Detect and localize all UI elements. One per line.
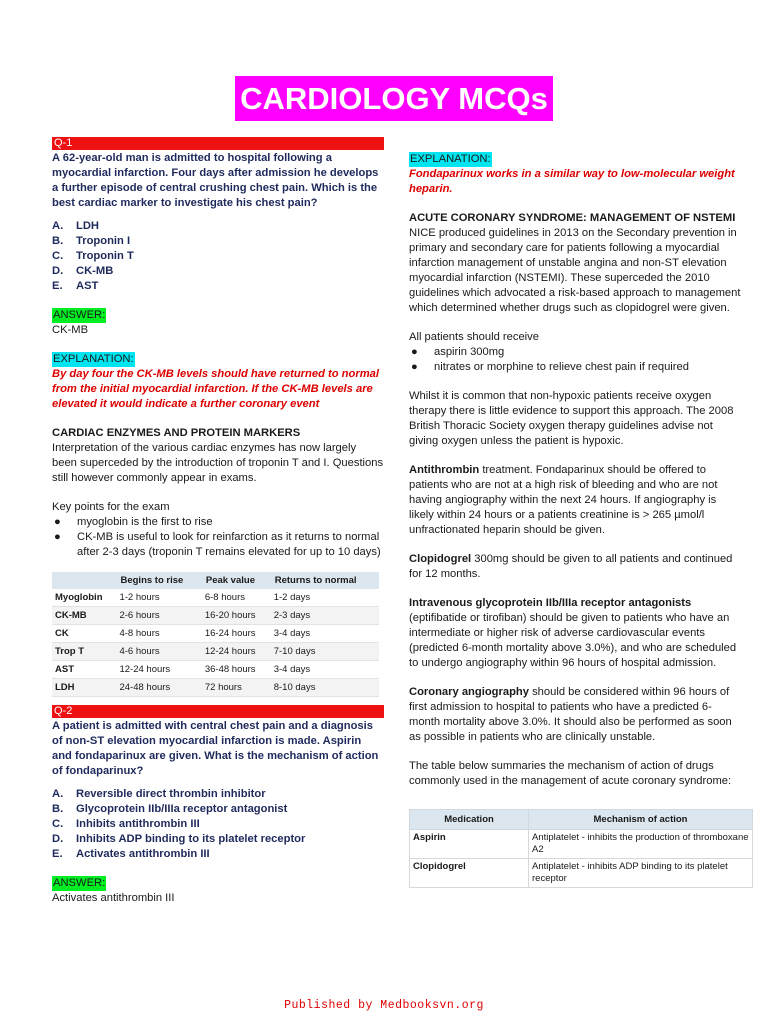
- option-item[interactable]: [52, 279, 384, 294]
- option-text: Troponin T: [76, 250, 134, 262]
- option-item[interactable]: [52, 847, 384, 862]
- table-header: [52, 572, 116, 589]
- option-text: Troponin I: [76, 235, 131, 247]
- paragraph: Whilst it is common that non-hypoxic patients receive oxygen therapy there is little evidence to support this approach. The 2008 British Thoracic Society oxygen therapy guidelines advise not giving oxygen unless the patient is hypoxic.: [409, 390, 734, 447]
- bullet-item: ● aspirin 300mg: [411, 346, 505, 358]
- drug-mechanism-table: [409, 809, 753, 888]
- option-key: D.: [52, 265, 64, 277]
- table-row: Myoglobin 1-2 hours 6-8 hours 1-2 days: [52, 589, 379, 607]
- table-row: AST 12-24 hours 36-48 hours 3-4 days: [52, 661, 379, 679]
- bullet-item: ● myoglobin is the first to rise: [54, 516, 213, 528]
- table-header: Peak value: [202, 572, 271, 589]
- key-points-label: Key points for the exam: [52, 501, 170, 513]
- option-item[interactable]: [52, 249, 384, 264]
- bullet-list: [52, 515, 384, 560]
- option-text: Glycoprotein IIb/IIIa receptor antagonist: [76, 803, 288, 815]
- table-row: CK-MB 2-6 hours 16-20 hours 2-3 days: [52, 607, 379, 625]
- question-1-label: Q-1: [52, 137, 384, 150]
- table-row: Clopidogrel Antiplatelet - inhibits ADP binding to its platelet receptor: [410, 859, 753, 888]
- option-key: A.: [52, 788, 64, 800]
- option-text: CK-MB: [76, 265, 114, 277]
- option-key: A.: [52, 220, 64, 232]
- table-row: LDH 24-48 hours 72 hours 8-10 days: [52, 679, 379, 697]
- cardiac-enzymes-table: [52, 572, 379, 697]
- option-text: Reversible direct thrombin inhibitor: [76, 788, 266, 800]
- option-key: D.: [52, 833, 64, 845]
- option-text: Activates antithrombin III: [76, 848, 210, 860]
- question-2-label: Q-2: [52, 705, 384, 718]
- right-column: [409, 152, 749, 888]
- explanation-label: EXPLANATION:: [53, 353, 134, 365]
- option-key: C.: [52, 250, 64, 262]
- paragraph: Antithrombin treatment. Fondaparinux should be offered to patients who are not at a high risk of bleeding and who are not having angiography within the next 24 hours. If angiography is likely within 24 hours or a patients creatinine is > 265 µmol/l unfractionated heparin should be given.: [409, 464, 718, 536]
- paragraph: The table below summaries the mechanism of action of drugs commonly used in the management of acute coronary syndrome:: [409, 760, 732, 787]
- page-title: CARDIOLOGY MCQs: [235, 76, 553, 121]
- question-1-text: A 62-year-old man is admitted to hospital following a myocardial infarction. Four days after admission he develops a further episode of central crushing chest pain. Which is the best cardiac marker to investigate his chest pain?: [52, 152, 379, 209]
- option-item[interactable]: [52, 234, 384, 249]
- paragraph: (eptifibatide or tirofiban) should be given to patients who have an intermediate or higher risk of adverse cardiovascular events (predicted 6-month mortality above 3.0%), and who are scheduled to undergo angiography within 96 hours of hospital admission.: [409, 612, 737, 669]
- table-header: Returns to normal: [271, 572, 379, 589]
- option-item[interactable]: [52, 832, 384, 847]
- table-header: Begins to rise: [116, 572, 201, 589]
- answer-text: CK-MB: [52, 324, 89, 336]
- left-column: [52, 137, 384, 906]
- answer-text: Activates antithrombin III: [52, 892, 175, 904]
- option-item[interactable]: [52, 219, 384, 234]
- question-2-options: [52, 787, 384, 862]
- question-2-text: A patient is admitted with central chest pain and a diagnosis of non-ST elevation myocardial infarction is made. Aspirin and fondaparinux are given. What is the mechanism of action of fondaparinux?: [52, 720, 379, 777]
- table-row: Aspirin Antiplatelet - inhibits the production of thromboxane A2: [410, 830, 753, 859]
- explanation-text: Fondaparinux works in a similar way to low-molecular weight heparin.: [409, 168, 735, 195]
- question-1-options: [52, 219, 384, 294]
- option-key: C.: [52, 818, 64, 830]
- option-key: B.: [52, 803, 64, 815]
- answer-label: ANSWER:: [53, 877, 106, 889]
- section-heading: ACUTE CORONARY SYNDROME: MANAGEMENT OF NSTEMI: [409, 212, 736, 224]
- option-item[interactable]: [52, 802, 384, 817]
- answer-label: ANSWER:: [53, 309, 106, 321]
- paragraph: NICE produced guidelines in 2013 on the Secondary prevention in primary and secondary care for patients following a myocardial infarction management of unstable angina and non-ST elevation myocardial infarction (NSTEMI). These superceded the 2010 guidelines which advocated a risk-based approach to management which determined whether drugs such as clopidogrel were given.: [409, 227, 741, 314]
- option-item[interactable]: [52, 787, 384, 802]
- bullet-item: ● CK-MB is useful to look for reinfarction as it returns to normal after 2-3 days (troponin T remains elevated for up to 10 days): [54, 531, 381, 558]
- paragraph: Coronary angiography should be considered within 96 hours of first admission to hospital to patients who have a predicted 6-month mortality above 3.0%. It should also be performed as soon as possible in patients who are clinically unstable.: [409, 686, 732, 743]
- paragraph: Interpretation of the various cardiac enzymes has now largely been superceded by the introduction of troponin T and I. Questions still however commonly appear in exams.: [52, 442, 384, 484]
- paragraph-heading: Intravenous glycoprotein IIb/IIIa receptor antagonists: [409, 597, 692, 609]
- option-text: LDH: [76, 220, 99, 232]
- paragraph: Clopidogrel 300mg should be given to all patients and continued for 12 months.: [409, 553, 733, 580]
- option-item[interactable]: [52, 817, 384, 832]
- option-key: E.: [52, 280, 63, 292]
- table-row: Trop T 4-6 hours 12-24 hours 7-10 days: [52, 643, 379, 661]
- paragraph: All patients should receive: [409, 331, 539, 343]
- option-key: B.: [52, 235, 64, 247]
- explanation-label: EXPLANATION:: [410, 153, 491, 165]
- bullet-list: [409, 345, 741, 375]
- footer-credit: Published by Medbooksvn.org: [284, 999, 484, 1012]
- table-header: Medication: [410, 810, 529, 830]
- option-item[interactable]: [52, 264, 384, 279]
- option-key: E.: [52, 848, 63, 860]
- table-header: Mechanism of action: [529, 810, 753, 830]
- bullet-item: ● nitrates or morphine to relieve chest pain if required: [411, 361, 689, 373]
- option-text: Inhibits ADP binding to its platelet receptor: [76, 833, 306, 845]
- explanation-text: By day four the CK-MB levels should have returned to normal from the initial myocardial infarction. If the CK-MB levels are elevated it would indicate a further coronary event: [52, 368, 379, 410]
- section-heading: CARDIAC ENZYMES AND PROTEIN MARKERS: [52, 427, 301, 439]
- option-text: Inhibits antithrombin III: [76, 818, 200, 830]
- table-row: CK 4-8 hours 16-24 hours 3-4 days: [52, 625, 379, 643]
- option-text: AST: [76, 280, 99, 292]
